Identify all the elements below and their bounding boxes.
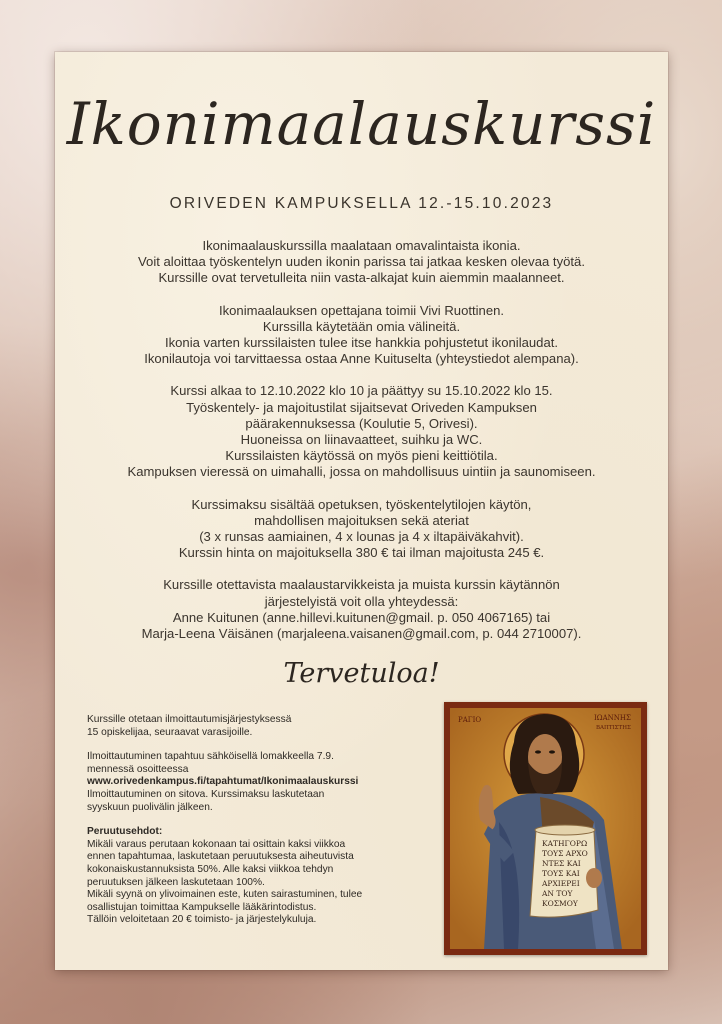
- svg-text:ΤΟΥΣ ΑΡΧΟ: ΤΟΥΣ ΑΡΧΟ: [542, 849, 588, 858]
- poster-paper: [55, 52, 668, 970]
- description-paragraph-schedule: Kurssi alkaa to 12.10.2022 klo 10 ja päättyy su 15.10.2022 klo 15. Työskentely- ja majoitustilat sijaitsevat Oriveden Kampuksen päärakennuksessa (Koulutie 5, Orivesi). Huoneissa on liinavaatteet, suihku ja WC. Kurssilaisten käytössä on myös pieni keittiötila. Kampuksen vieressä on uimahalli, jossa on mahdollisuus uintiin ja saunomiseen.: [127, 383, 596, 480]
- welcome-heading: Tervetuloa!: [283, 658, 440, 689]
- icon-painting: [444, 702, 647, 955]
- registration-how: Ilmoittautuminen tapahtuu sähköisellä lomakkeella 7.9. mennessä osoitteessa www.orivedenkampus.fi/tapahtumat/Ikonimaalauskurssi Ilmoittautuminen on sitova. Kurssimaksu laskutetaan syyskuun puolivälin jälkeen.: [87, 751, 422, 814]
- registration-info: [87, 714, 422, 939]
- description-paragraph-contacts: Kurssille otettavista maalaustarvikkeista ja muista kurssin käytännön järjestelyistä voit olla yhteydessä: Anne Kuitunen (anne.hillevi.kuitunen@gmail. p. 050 4067165) tai Marja-Leena Väisänen (marjaleena.vaisanen@gmail.com, p. 044 2710007).: [141, 577, 582, 642]
- john-baptist-icon: [444, 702, 647, 955]
- poster-title: Ikonimaalauskurssi: [66, 90, 657, 158]
- cancellation-terms: Peruutusehdot: Mikäli varaus perutaan kokonaan tai osittain kaksi viikkoa ennen tapahtumaa, laskutetaan peruutuksesta aiheutuvista kokonaiskustannuksista 50%. Alle kaksi viikkoa tehdyn peruutuksen jälkeen laskutetaan 100%. Mikäli syynä on ylivoimainen este, kuten sairastuminen, tulee osallistujan toimittaa Kampukselle lääkärintodistus. Tällöin veloitetaan 20 € toimisto- ja järjestelykuluja.: [87, 826, 422, 927]
- svg-text:ΑΝ ΤΟΥ: ΑΝ ΤΟΥ: [542, 889, 573, 898]
- svg-text:ΚΟΣΜΟΥ: ΚΟΣΜΟΥ: [542, 899, 578, 908]
- registration-link[interactable]: www.orivedenkampus.fi/tapahtumat/Ikonimaalauskurssi: [87, 776, 359, 788]
- svg-text:ΙΩΑΝΝΗΣ: ΙΩΑΝΝΗΣ: [594, 714, 631, 722]
- svg-text:ΤΟΥΣ ΚΑΙ: ΤΟΥΣ ΚΑΙ: [542, 869, 580, 878]
- cancellation-heading: Peruutusehdot:: [87, 826, 163, 838]
- description-paragraph-intro: Ikonimaalauskurssilla maalataan omavalintaista ikonia. Voit aloittaa työskentelyn uuden ikonin parissa tai jatkaa kesken olevaa työtä. Kurssille ovat tervetulleita niin vasta-alkajat kuin aiemmin maalanneet.: [138, 238, 585, 286]
- svg-text:ΒΑΠΤΙΣΤΗΣ: ΒΑΠΤΙΣΤΗΣ: [596, 725, 631, 731]
- svg-text:ΡΑΓΙΟ: ΡΑΓΙΟ: [458, 716, 482, 724]
- registration-intro: Kurssille otetaan ilmoittautumisjärjestyksessä 15 opiskelijaa, seuraavat varasijoille.: [87, 714, 292, 738]
- course-description: [65, 238, 658, 658]
- poster-subtitle: ORIVEDEN KAMPUKSELLA 12.-15.10.2023: [169, 195, 554, 212]
- svg-text:ΚΑΤΗΓΟΡΩ: ΚΑΤΗΓΟΡΩ: [542, 839, 588, 848]
- description-paragraph-price: Kurssimaksu sisältää opetuksen, työskentelytilojen käytön, mahdollisen majoituksen sekä ateriat (3 x runsas aamiainen, 4 x lounas ja 4 x iltapäiväkahvit). Kurssin hinta on majoituksella 380 € tai ilman majoitusta 245 €.: [178, 496, 545, 561]
- description-paragraph-teacher: Ikonimaalauksen opettajana toimii Vivi Ruottinen. Kurssilla käytetään omia välineitä. Ikonia varten kurssilaisten tulee itse hankkia pohjustetut ikonilaudat. Ikonilautoja voi tarvittaessa ostaa Anne Kuituselta (yhteystiedot alempana).: [144, 302, 579, 367]
- svg-text:ΝΤΕΣ ΚΑΙ: ΝΤΕΣ ΚΑΙ: [542, 859, 581, 868]
- svg-text:ΑΡΧΙΕΡΕΙ: ΑΡΧΙΕΡΕΙ: [542, 879, 580, 888]
